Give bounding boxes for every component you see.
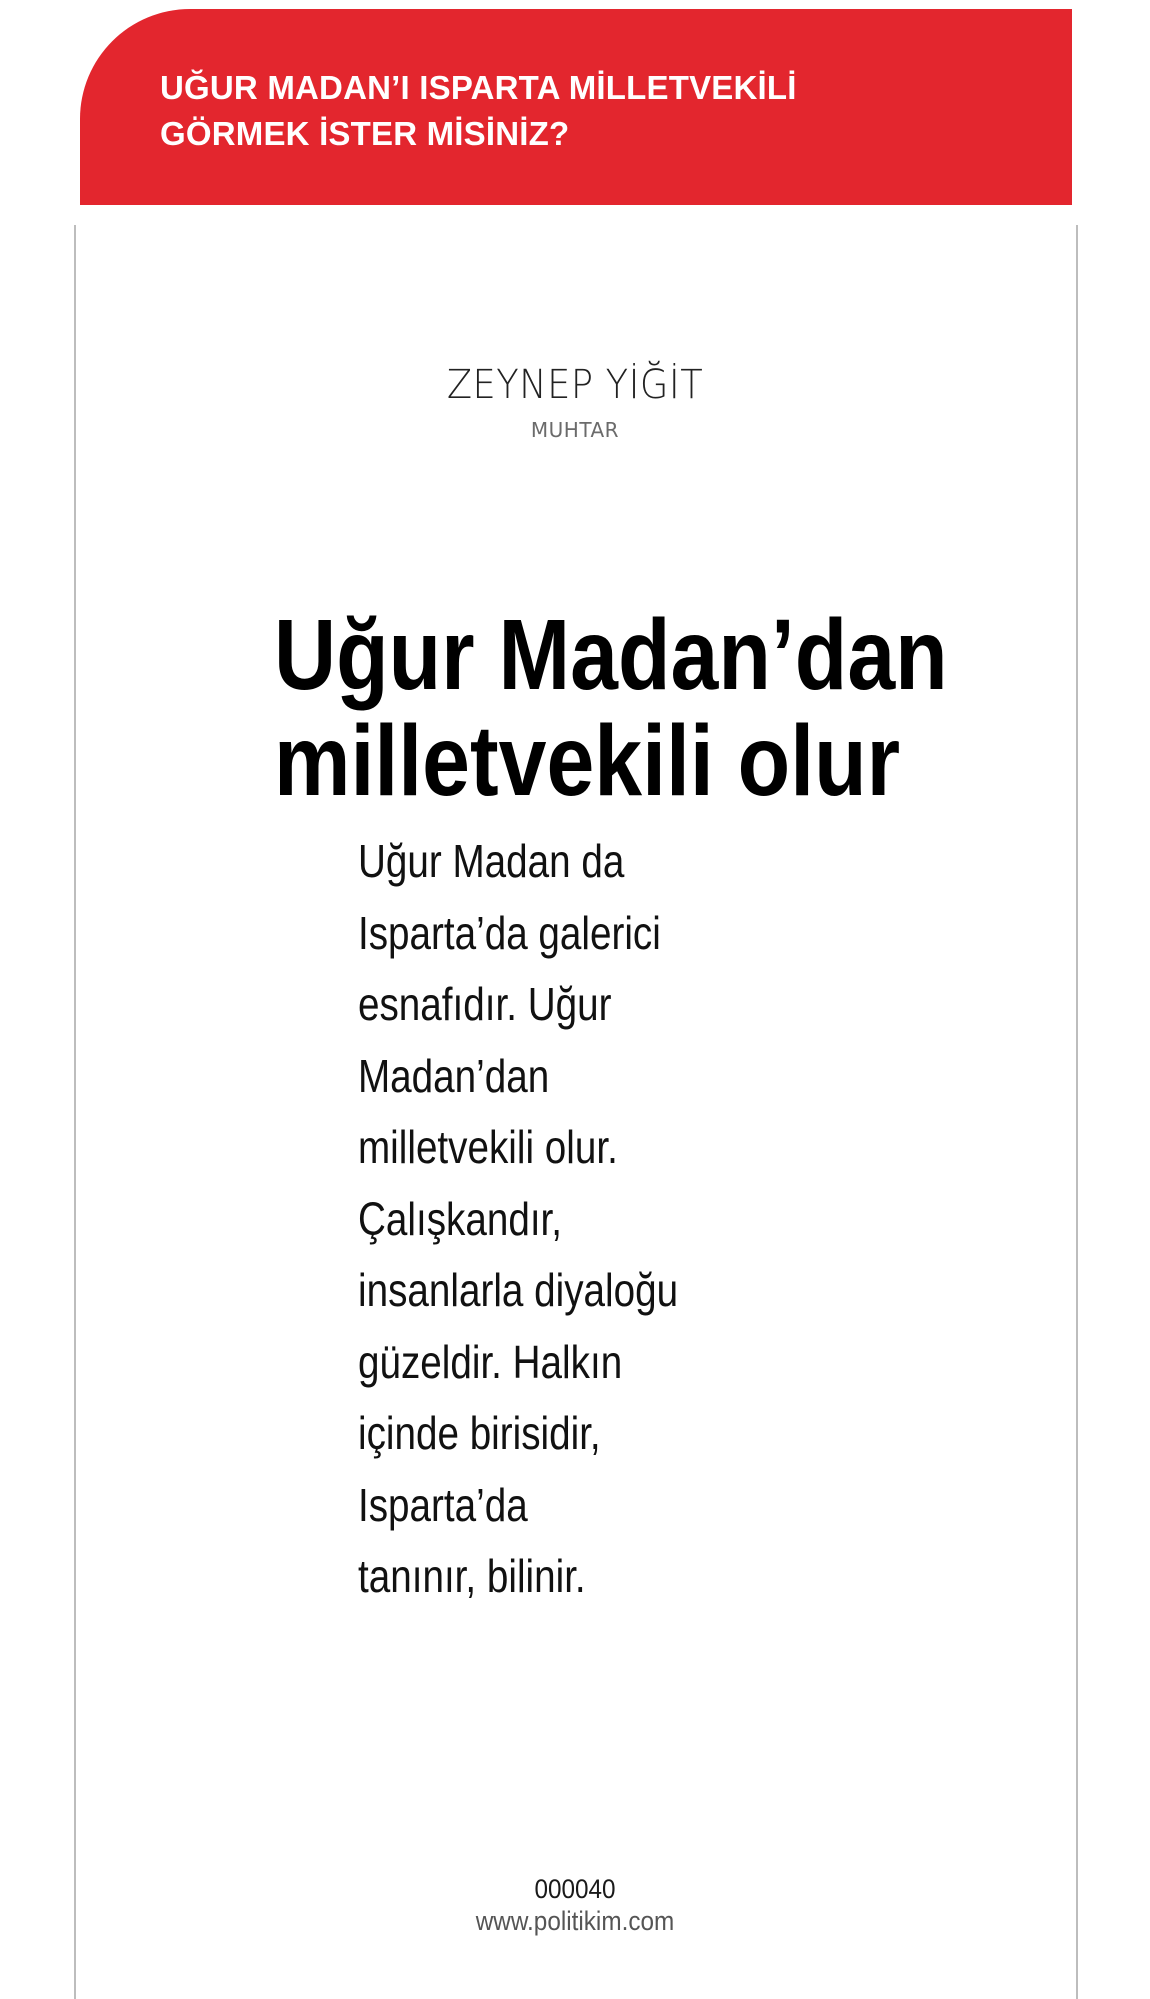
body-line: Uğur Madan da <box>358 835 625 887</box>
body-line: esnafıdır. Uğur <box>358 978 612 1030</box>
author-name: ZEYNEP YİĞİT <box>446 362 704 408</box>
header-title-line: UĞUR MADAN’I ISPARTA MİLLETVEKİLİ <box>160 69 797 106</box>
headline <box>274 599 948 817</box>
body-text <box>358 826 678 1613</box>
body-line: Çalışkandır, <box>358 1192 563 1245</box>
body-line: içinde birisidir, <box>358 1407 601 1459</box>
body-line: tanınır, bilinir. <box>358 1550 586 1602</box>
author-role: MUHTAR <box>530 418 620 442</box>
body-line: Madan’dan <box>358 1049 550 1102</box>
headline-line: milletvekili olur <box>274 705 901 817</box>
header-title <box>160 65 797 157</box>
footer-number: 000040 <box>534 1874 616 1904</box>
header-title-line: GÖRMEK İSTER MİSİNİZ? <box>160 115 570 152</box>
body-line: insanlarla diyaloğu <box>358 1264 679 1316</box>
header-banner <box>80 9 1072 205</box>
body-line: güzeldir. Halkın <box>358 1335 623 1388</box>
body-line: Isparta’da galerici <box>358 906 661 959</box>
body-line: milletvekili olur. <box>358 1121 618 1173</box>
headline-line: Uğur Madan’dan <box>274 599 948 711</box>
body-line: Isparta’da <box>358 1478 528 1531</box>
footer-url: www.politikim.com <box>475 1906 675 1936</box>
